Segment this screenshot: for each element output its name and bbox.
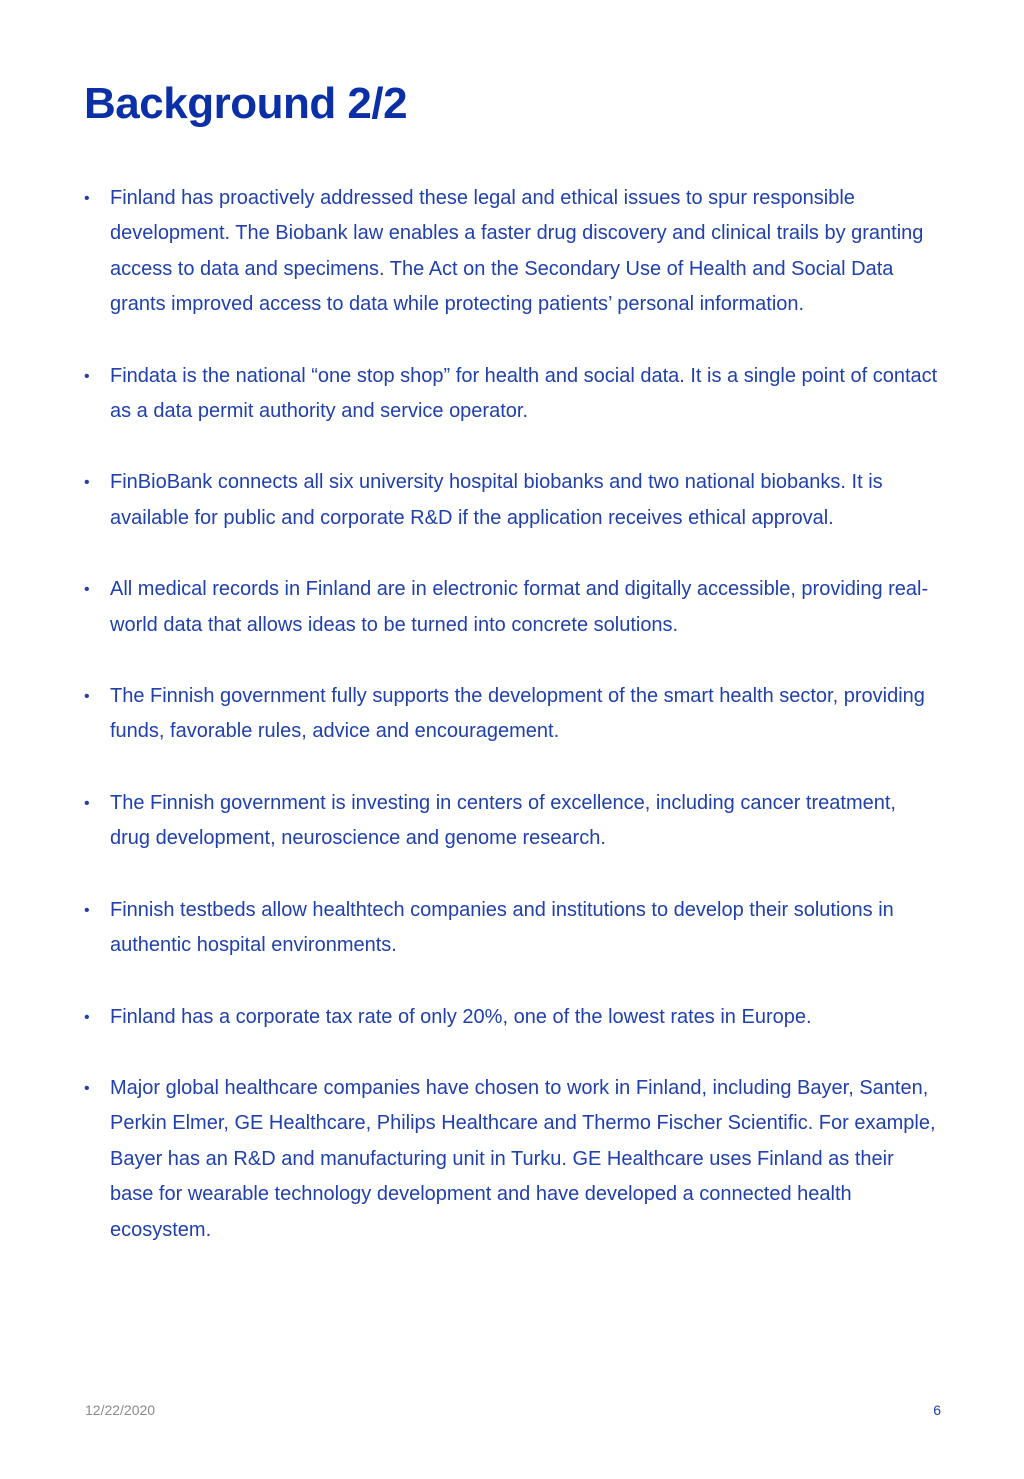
bullet-text: Findata is the national “one stop shop” for health and social data. It is a single point of contact as a data permit authority and service operator. bbox=[110, 364, 938, 423]
bullet-item bbox=[84, 465, 940, 536]
bullet-dot-icon: • bbox=[84, 190, 90, 207]
bullet-text: The Finnish government is investing in centers of excellence, including cancer treatment, drug development, neuroscience and genome research. bbox=[110, 791, 896, 850]
bullet-item bbox=[84, 1071, 940, 1248]
bullet-item bbox=[84, 786, 940, 857]
bullet-dot-icon: • bbox=[84, 901, 90, 919]
bullet-dot-icon: • bbox=[84, 794, 90, 812]
bullet-item bbox=[84, 1000, 940, 1035]
bullet-item bbox=[84, 359, 940, 430]
bullet-dot-icon: • bbox=[84, 1079, 90, 1097]
bullet-text: The Finnish government fully supports the development of the smart health sector, providing funds, favorable rules, advice and encouragement. bbox=[110, 685, 925, 743]
bullet-text: All medical records in Finland are in electronic format and digitally accessible, providing real-world data that allows ideas to be turned into concrete solutions. bbox=[110, 578, 929, 636]
page-title: Background 2/2 bbox=[84, 79, 408, 128]
bullet-item bbox=[84, 679, 940, 750]
bullet-text: Finland has proactively addressed these legal and ethical issues to spur responsible development. The Biobank law enables a faster drug discovery and clinical trails by granting access to data and specimens. The Act on the Secondary Use of Health and Social Data grants improved access to data while protecting patients’ personal information. bbox=[110, 187, 924, 316]
bullet-dot-icon: • bbox=[84, 688, 90, 706]
bullet-item bbox=[84, 181, 940, 323]
bullet-text: Major global healthcare companies have chosen to work in Finland, including Bayer, Santen, Perkin Elmer, GE Healthcare, Philips Healthcare and Thermo Fischer Scientific. For example, Bayer has an R&D and manufacturing unit in Turku. GE Healthcare uses Finland as their base for wearable technology development and have developed a connected health ecosystem. bbox=[110, 1076, 936, 1241]
bullet-text: Finnish testbeds allow healthtech companies and institutions to develop their solutions in authentic hospital environments. bbox=[110, 898, 894, 957]
bullet-dot-icon: • bbox=[84, 1008, 90, 1026]
bullet-item bbox=[84, 893, 940, 964]
bullet-item bbox=[84, 572, 940, 643]
bullet-text: Finland has a corporate tax rate of only 20%, one of the lowest rates in Europe. bbox=[110, 1005, 812, 1028]
bullet-text: FinBioBank connects all six university hospital biobanks and two national biobanks. It is available for public and corporate R&D if the application receives ethical approval. bbox=[110, 471, 883, 529]
bullet-dot-icon: • bbox=[84, 367, 90, 385]
bullet-dot-icon: • bbox=[84, 474, 90, 492]
bullet-dot-icon: • bbox=[84, 581, 90, 599]
footer-date: 12/22/2020 bbox=[85, 1402, 156, 1418]
bullet-list bbox=[84, 181, 940, 1284]
page-number: 6 bbox=[933, 1402, 941, 1418]
